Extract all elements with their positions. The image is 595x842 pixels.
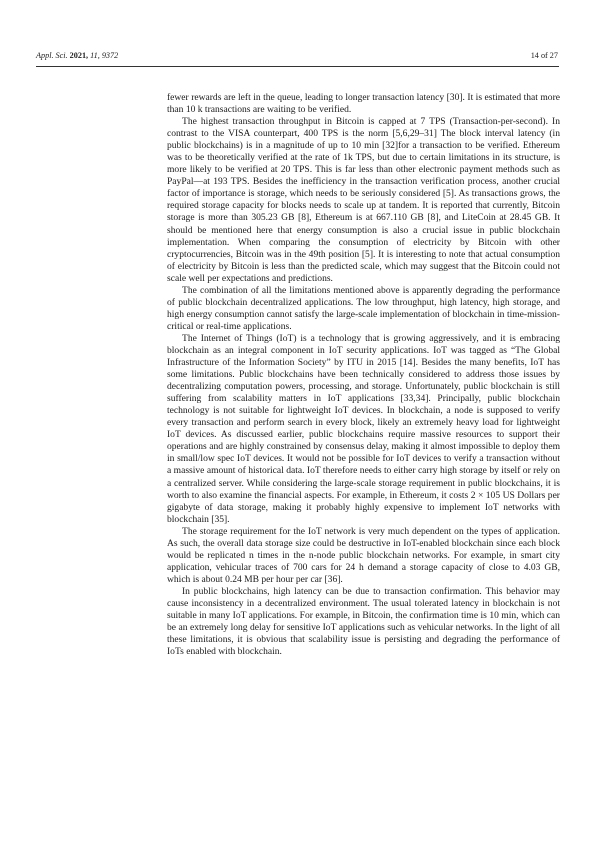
paragraph-continued: fewer rewards are left in the queue, leading to longer transaction latency [30]. It is estimated that more than 10 k transactions are waiting to be verified.	[167, 92, 560, 116]
body-text	[167, 92, 560, 658]
header-divider	[36, 66, 559, 67]
paragraph-storage: The storage requirement for the IoT network is very much dependent on the types of application. As such, the overall data storage size could be destructive in IoT-enabled blockchain since each block would be replicated n times in the n-node public blockchain networks. For example, in smart city application, vehicular traces of 700 cars for 24 h demand a storage capacity of close to 4.03 GB, which is about 0.24 MB per hour per car [36].	[167, 525, 560, 585]
paragraph-iot: The Internet of Things (IoT) is a technology that is growing aggressively, and it is embracing blockchain as an integral component in IoT security applications. IoT was tagged as “The Global Infrastructure of the Information Society” by ITU in 2015 [14]. Besides the many benefits, IoT has some limitations. Public blockchains have been technically considered to address those issues by decentralizing computation powers, processing, and storage. Unfortunately, public blockchain is still suffering from scalability matters in IoT applications [33,34]. Principally, public blockchain technology is not suitable for lightweight IoT devices. In blockchain, a node is supposed to verify every transaction and perform search in every block, likely an extremely heavy load for lightweight IoT devices. As discussed earlier, public blockchains require massive resources to support their operations and are highly constrained by consensus delay, making it almost impossible to deploy them in small/low spec IoT devices. It would not be possible for IoT devices to verify a transaction without a massive amount of historical data. IoT therefore needs to either carry high storage by itself or rely on a centralized server. While considering the large-scale storage requirement in public blockchains, it is worth to also examine the financial aspects. For example, in Ethereum, it costs 2 × 105 US Dollars per gigabyte of data storage, making it probably highly expensive to implement IoT networks with blockchain [35].	[167, 332, 560, 525]
paragraph-limitations: The combination of all the limitations mentioned above is apparently degrading the performance of public blockchain decentralized applications. The low throughput, high latency, high storage, and high energy consumption cannot satisfy the large-scale implementation of blockchain in time-mission-critical or real-time applications.	[167, 284, 560, 332]
running-header	[36, 51, 559, 65]
paragraph-throughput: The highest transaction throughput in Bitcoin is capped at 7 TPS (Transaction-per-second). In contrast to the VISA counterpart, 400 TPS is the norm [5,6,29–31] The block interval latency (in public blockchains) is in a magnitude of up to 10 min [32]for a transaction to be verified. Ethereum was to be theoretically verified at the rate of 1k TPS, but due to certain limitations in its structure, is more likely to be verified at 20 TPS. This is far less than other electronic payment methods such as PayPal—at 193 TPS. Besides the inefficiency in the transaction verification process, another crucial factor of importance is storage, which needs to be seriously considered [5]. As transactions grows, the required storage capacity for blocks needs to scale up at tandem. It is reported that currently, Bitcoin storage is more than 305.23 GB [8], Ethereum is at 667.110 GB [8], and LiteCoin at 28.45 GB. It should be mentioned here that energy consumption is also a crucial issue in public blockchain implementation. When comparing the consumption of electricity by Bitcoin with other cryptocurrencies, Bitcoin was in the 49th position [5]. It is interesting to note that actual consumption of electricity by Bitcoin is less than the predicted scale, which may suggest that the Bitcoin could not scale well per expectations and predictions.	[167, 116, 560, 284]
journal-year: 2021,	[69, 51, 89, 60]
journal-volume: 11,	[90, 51, 100, 60]
paragraph-latency: In public blockchains, high latency can be due to transaction confirmation. This behavior may cause inconsistency in a decentralized environment. The usual tolerated latency in blockchain is not suitable in many IoT applications. For example, in Bitcoin, the confirmation time is 10 min, which can be an extremely long delay for sensitive IoT applications such as vehicular networks. In the light of all these limitations, it is obvious that scalability issue is persisting and degrading the performance of IoTs enabled with blockchain.	[167, 585, 560, 658]
journal-citation	[36, 51, 118, 60]
page-number: 14 of 27	[530, 51, 558, 60]
article-number: 9372	[101, 51, 119, 60]
journal-abbreviation: Appl. Sci.	[36, 51, 68, 60]
